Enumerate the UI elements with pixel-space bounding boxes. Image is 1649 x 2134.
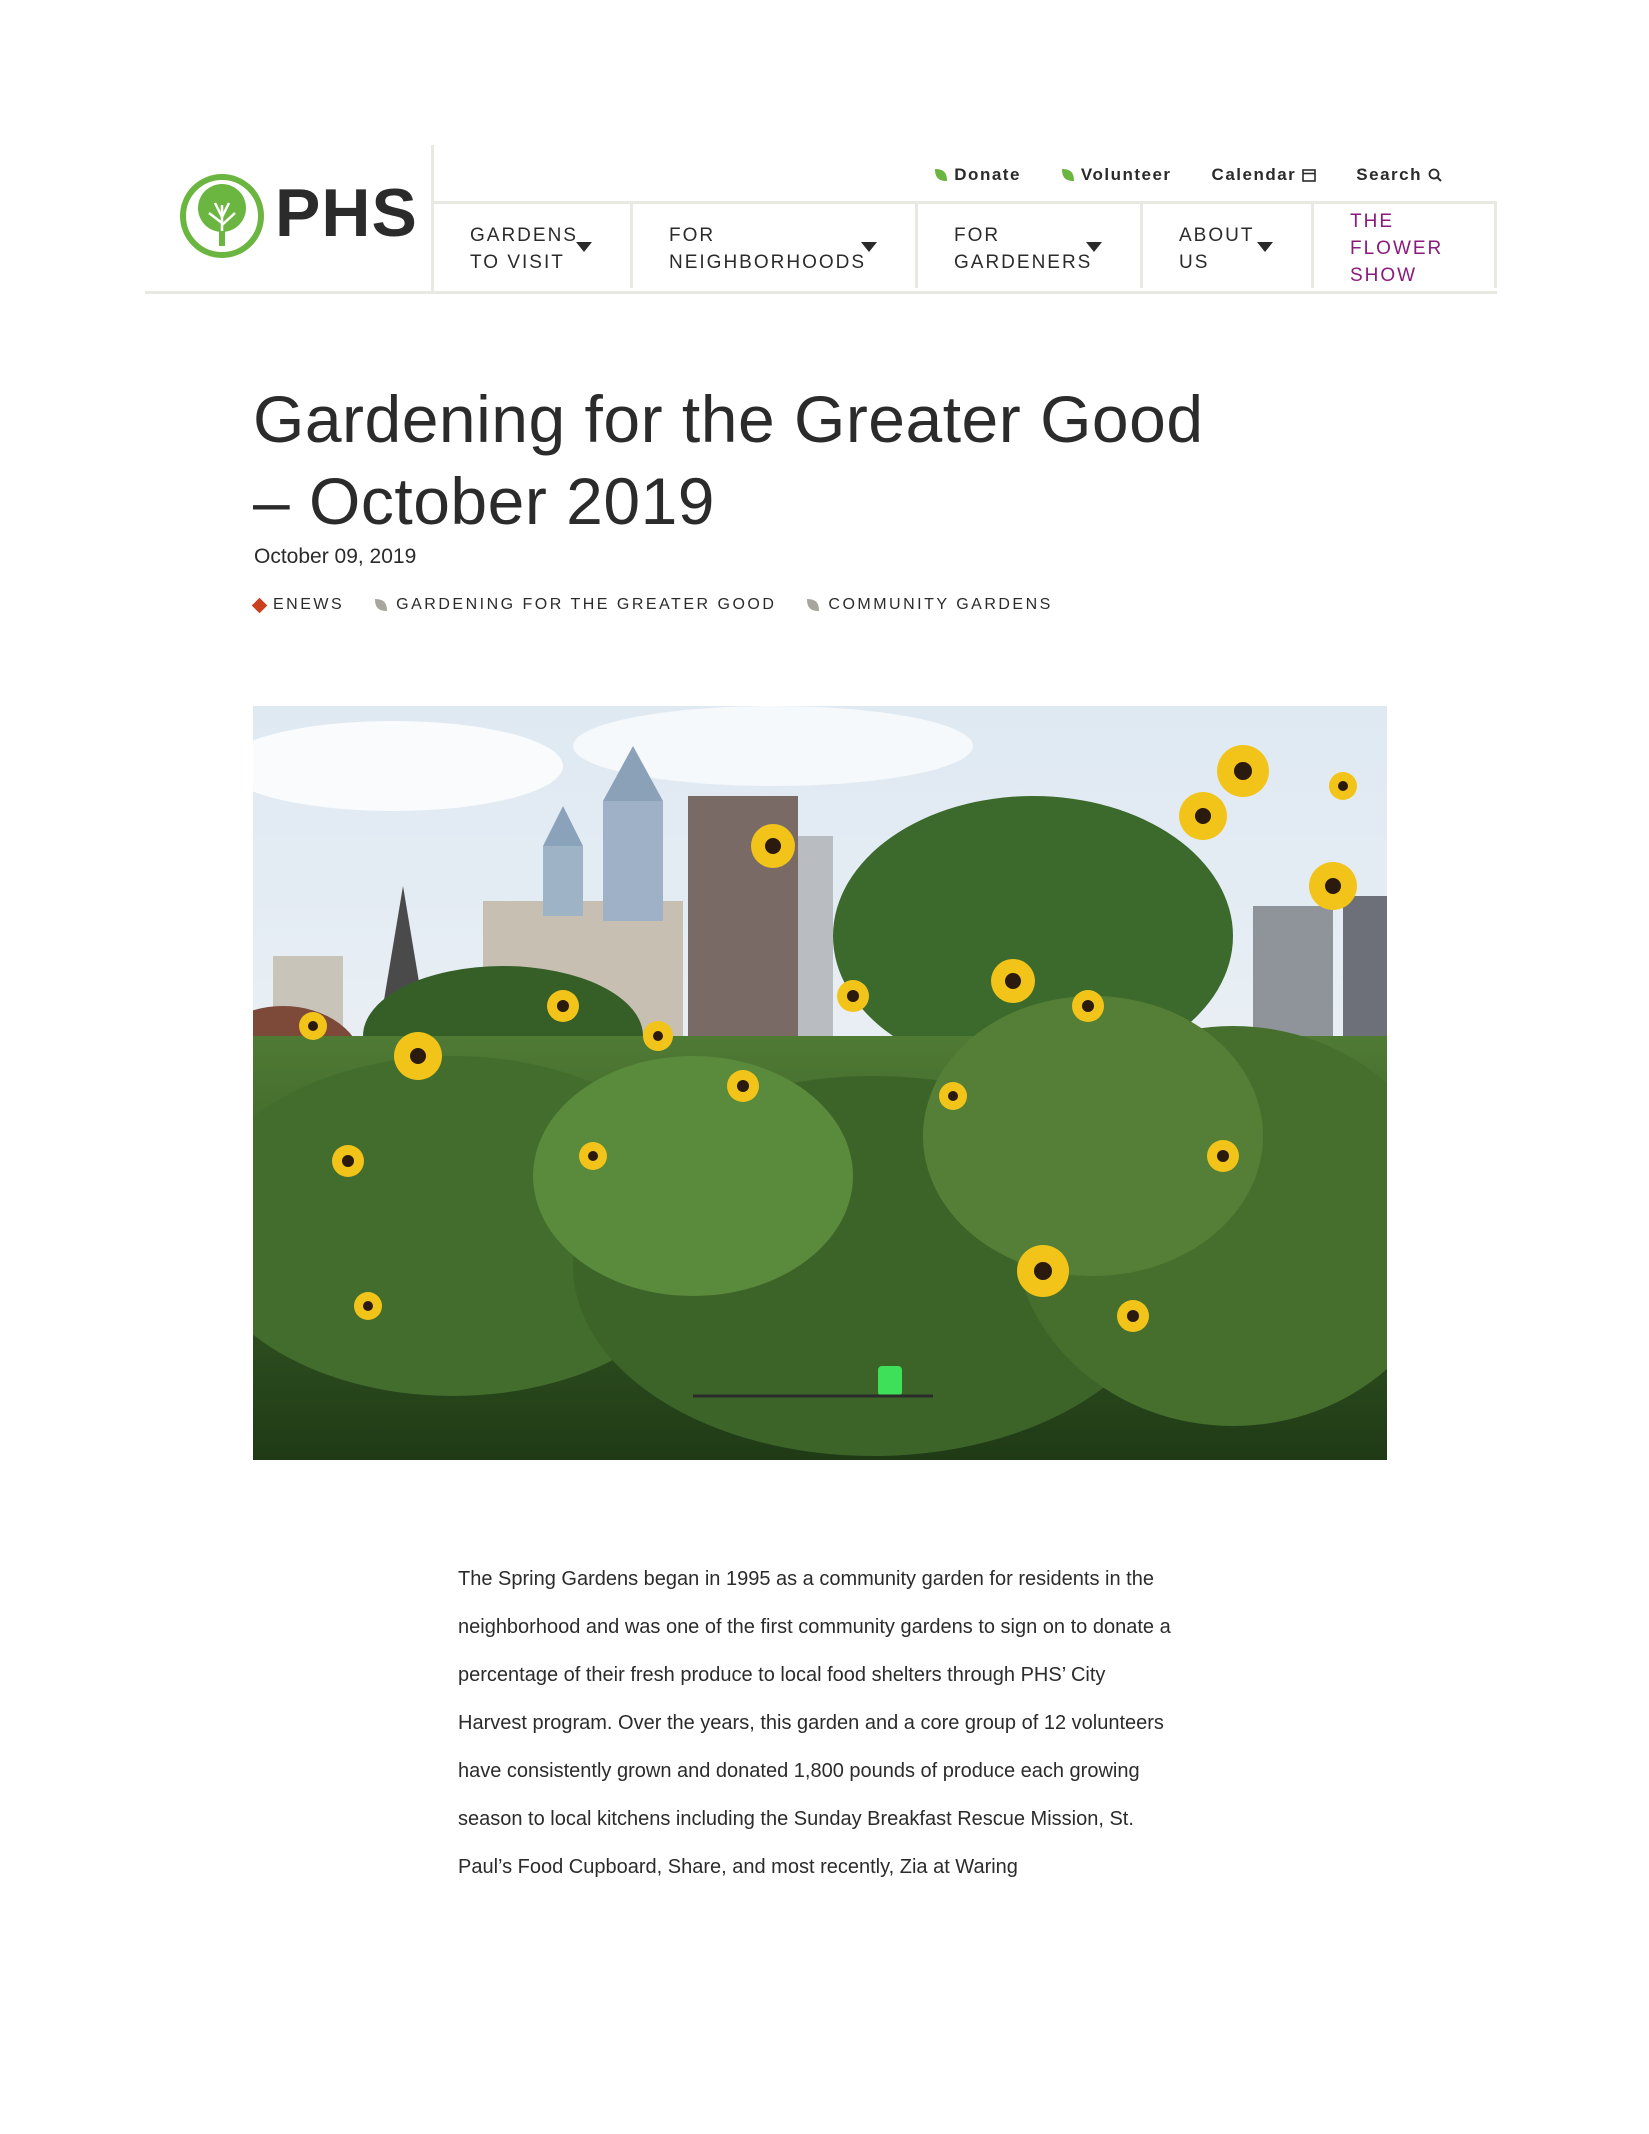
article-date: October 09, 2019 [254,545,417,568]
page-title: Gardening for the Greater Good – October 2019 [253,382,1204,538]
tag-label: ENEWS [273,596,345,613]
hero-image [253,706,1387,1460]
search-link[interactable] [1356,165,1442,185]
tag-enews[interactable] [254,596,344,614]
leaf-icon [806,598,820,612]
nav-label: THE FLOWER SHOW [1350,211,1444,286]
nav-label: GARDENS TO VISIT [470,225,578,273]
nav-for-gardeners[interactable] [918,204,1143,288]
calendar-icon [1302,168,1316,182]
calendar-label: Calendar [1211,165,1297,184]
caret-down-icon [1257,242,1273,252]
nav-about-us[interactable] [1143,204,1314,288]
tag-label: COMMUNITY GARDENS [828,596,1053,613]
article-body: The Spring Gardens began in 1995 as a community garden for residents in the neighborhood and was one of the first community gardens to sign on to donate a percentage of their fresh produce to local food shelters through PHS’ City Harvest program. Over the years, this garden and a core group of 12 volunteers have consistently grown and donated 1,800 pounds of produce each growing season to local kitchens including the Sunday Breakfast Rescue Mission, St. Paul’s Food Cupboard, Share, and most recently, Zia at Waring [458,1568,1171,1878]
nav-for-neighborhoods[interactable] [633,204,918,288]
caret-down-icon [1086,242,1102,252]
leaf-icon [1061,168,1075,182]
site-header [145,145,1497,294]
nav-the-flower-show[interactable] [1314,204,1494,288]
caret-down-icon [576,242,592,252]
nav-label: FOR GARDENERS [954,225,1093,273]
diamond-icon [252,597,268,613]
tag-list [254,596,1053,614]
calendar-link[interactable] [1212,165,1317,185]
leaf-icon [374,598,388,612]
nav-gardens-to-visit[interactable] [434,204,633,288]
sunflower-garden-photo [253,706,1387,1460]
volunteer-label: Volunteer [1080,165,1172,184]
logo-text: PHS [275,175,418,251]
nav-label: FOR NEIGHBORHOODS [669,225,867,273]
donate-link[interactable] [934,165,1021,185]
search-icon [1428,168,1442,182]
nav-label: ABOUT US [1179,225,1255,273]
tag-label: GARDENING FOR THE GREATER GOOD [396,596,777,613]
leaf-icon [934,168,948,182]
caret-down-icon [861,242,877,252]
volunteer-link[interactable] [1061,165,1172,185]
logo[interactable] [145,145,434,291]
tag-community-gardens[interactable] [806,596,1052,614]
donate-label: Donate [954,165,1021,184]
tree-logo-icon [179,173,265,259]
main-nav [434,201,1497,288]
utility-nav [934,165,1442,185]
search-label: Search [1356,165,1422,184]
tag-gardening-for-the-greater-good[interactable] [374,596,776,614]
